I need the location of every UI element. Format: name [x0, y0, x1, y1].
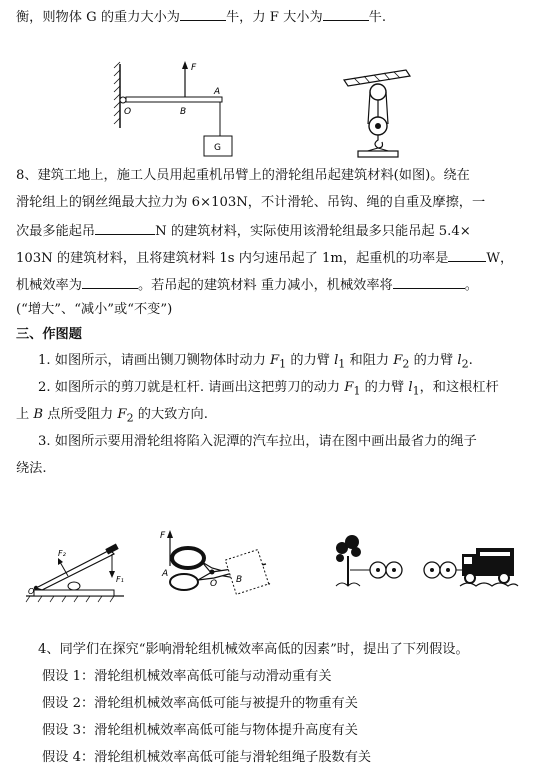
- label-cutter-f2: F₂: [58, 549, 66, 558]
- straw-cutter-figure: [22, 540, 128, 604]
- q7-text-2: 牛，力 F 大小为: [225, 10, 323, 25]
- item2-f1: F: [344, 380, 354, 395]
- label-scissors-b: B: [236, 575, 243, 585]
- item2-line2-end: 的大致方向.: [133, 407, 208, 422]
- truck-icon: [460, 548, 518, 586]
- item1-f2: F: [393, 353, 403, 368]
- item1-text-mid2: 和阻力: [345, 353, 394, 368]
- item2-f2: F: [117, 407, 127, 422]
- q4-hypothesis-4: 假设 4：滑轮组机械效率高低可能与滑轮组绳子股数有关: [42, 750, 372, 765]
- q8-line-3: [16, 220, 522, 242]
- section3-item-3-line-1: 3. 如图所示要用滑轮组将陷入泥潭的汽车拉出，请在图中画出最省力的绳子: [38, 434, 477, 449]
- label-cutter-o: O: [28, 587, 35, 596]
- label-a: A: [214, 87, 221, 97]
- q8-blank-efficiency[interactable]: [82, 274, 138, 289]
- lever-bar: [126, 97, 222, 102]
- q7-blank-f[interactable]: [323, 6, 369, 21]
- q8-text-5b: 。若吊起的建筑材料 重力减小，机械效率将: [137, 278, 393, 293]
- truck-pulley-figure: [330, 530, 520, 590]
- item2-l1-sub: 1: [412, 384, 420, 398]
- item2-text-mid: 的力臂: [360, 380, 409, 395]
- item2-text-end: ，和这根杠杆: [419, 380, 499, 395]
- tree-icon: [336, 535, 361, 586]
- wall-hatching: [114, 62, 120, 124]
- item1-text-mid3: 的力臂: [409, 353, 458, 368]
- label-scissors-f: F: [160, 531, 166, 541]
- section3-item-2-line-2: [16, 405, 522, 429]
- label-g: G: [214, 143, 221, 153]
- item1-f2-sub: 2: [402, 357, 410, 371]
- pulley-block-figure: [338, 62, 418, 158]
- section3-item-1: [38, 351, 522, 375]
- label-f: F: [191, 63, 197, 73]
- item1-l2-sub: 2: [461, 357, 469, 371]
- item2-b: B: [33, 407, 44, 422]
- fixed-pulley: [370, 84, 386, 100]
- straw-object: [68, 582, 80, 590]
- q4-hypothesis-2: 假设 2：滑轮组机械效率高低可能与被提升的物重有关: [42, 696, 358, 711]
- item2-line2-pre: 上: [16, 407, 34, 422]
- item2-text-pre: 2. 如图所示的剪刀就是杠杆. 请画出这把剪刀的动力: [38, 380, 345, 395]
- q8-line-1: 8、建筑工地上，施工人员用起重机吊臂上的滑轮组吊起建筑材料(如图)。绕在: [16, 168, 470, 183]
- q8-text-5c: 。: [464, 278, 478, 293]
- scissors-pivot: [210, 570, 215, 575]
- item1-l2: l: [457, 353, 462, 368]
- item1-f1-sub: 1: [279, 357, 287, 371]
- item1-text-mid1: 的力臂: [286, 353, 335, 368]
- label-scissors-a: A: [162, 569, 169, 579]
- q7-blank-g[interactable]: [180, 6, 226, 21]
- q8-line-6: (“增大”、“减小”或“不变”): [16, 302, 173, 317]
- q8-line-4: [16, 247, 522, 269]
- scissors-figure: [152, 526, 282, 608]
- q8-blank-max-load[interactable]: [95, 220, 155, 235]
- item1-text-end: .: [468, 353, 473, 368]
- q8-line-2: 滑轮组上的钢丝绳最大拉力为 6×103N，不计滑轮、吊钩、绳的自重及摩擦，一: [16, 195, 486, 210]
- item1-text-pre: 1. 如图所示，请画出铡刀铡物体时动力: [38, 353, 270, 368]
- lever-figure: [100, 58, 240, 162]
- scissors-handle-bottom: [170, 574, 198, 590]
- paper-sheet: [225, 550, 268, 595]
- item2-f2-sub: 2: [126, 411, 134, 425]
- section3-item-3-line-2: 绕法.: [16, 461, 47, 476]
- item1-l1-sub: 1: [338, 357, 346, 371]
- q4-hypothesis-3: 假设 3：滑轮组机械效率高低可能与物体提升高度有关: [42, 723, 358, 738]
- q8-text-5a: 机械效率为: [16, 278, 82, 293]
- q7-text-3: 牛.: [368, 10, 387, 25]
- item1-l1: l: [334, 353, 339, 368]
- cutter-base: [34, 590, 114, 596]
- item2-f1-sub: 1: [353, 384, 361, 398]
- load-bar: [358, 151, 398, 157]
- item1-f1: F: [269, 353, 280, 368]
- q8-blank-change[interactable]: [393, 274, 465, 289]
- label-b: B: [180, 107, 187, 117]
- q8-text-3a: 次最多能起吊: [16, 224, 96, 239]
- label-o: O: [124, 107, 132, 117]
- label-cutter-f1: F₁: [116, 575, 124, 584]
- item2-line2-mid: 点所受阻力: [43, 407, 118, 422]
- label-scissors-o: O: [210, 579, 218, 589]
- q7-tail-line: [16, 6, 522, 28]
- q8-text-4a: 103N 的建筑材料，且将建筑材料 1s 内匀速吊起了 1m，起重机的功率是: [16, 251, 449, 266]
- q4-intro: 4、同学们在探究“影响滑轮组机械效率高低的因素”时，提出了下列假设。: [38, 642, 469, 657]
- item2-l1: l: [408, 380, 413, 395]
- q8-line-5: [16, 274, 522, 296]
- q8-blank-power[interactable]: [448, 247, 486, 262]
- pivot-o: [120, 97, 126, 103]
- force-f-arrowhead: [182, 61, 188, 69]
- q4-hypothesis-1: 假设 1：滑轮组机械效率高低可能与动滑动重有关: [42, 669, 332, 684]
- hook: [375, 135, 383, 148]
- q8-text-3b: N 的建筑材料，实际使用该滑轮组最多只能吊起 5.4×: [155, 224, 471, 239]
- q7-text-1: 衡，则物体 G 的重力大小为: [16, 10, 180, 25]
- q8-text-4b: W，: [486, 251, 514, 266]
- section-3-heading: 三、作图题: [16, 327, 82, 342]
- scissors-handle-top: [172, 548, 204, 568]
- section3-item-2-line-1: [38, 378, 522, 402]
